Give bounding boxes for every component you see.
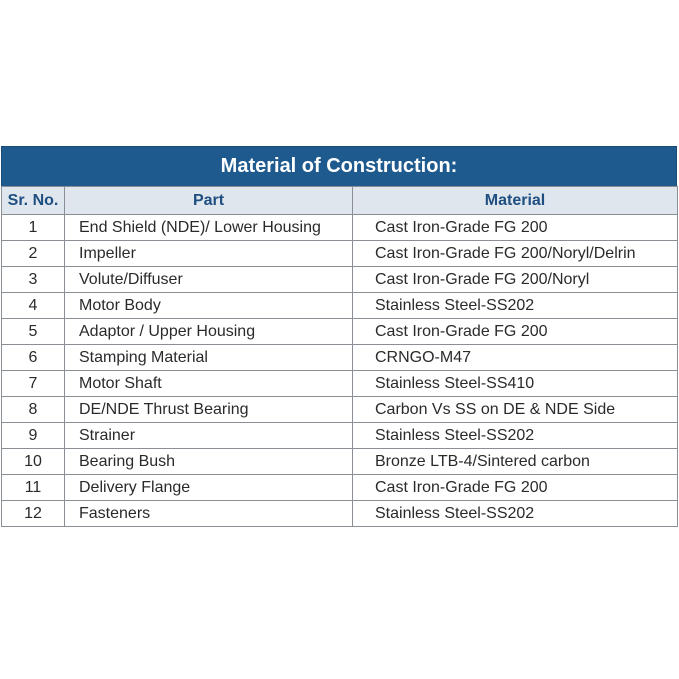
column-header-part: Part bbox=[65, 187, 353, 215]
table-row bbox=[2, 215, 678, 241]
material-cell: Cast Iron-Grade FG 200/Noryl bbox=[353, 267, 678, 293]
table-title: Material of Construction: bbox=[1, 146, 677, 186]
part-cell: Delivery Flange bbox=[65, 475, 353, 501]
part-cell: Adaptor / Upper Housing bbox=[65, 319, 353, 345]
material-cell: Stainless Steel-SS202 bbox=[353, 423, 678, 449]
part-cell: Motor Shaft bbox=[65, 371, 353, 397]
sr-no-cell: 5 bbox=[2, 319, 65, 345]
part-cell: Bearing Bush bbox=[65, 449, 353, 475]
sr-no-cell: 4 bbox=[2, 293, 65, 319]
sr-no-cell: 12 bbox=[2, 501, 65, 527]
table-row bbox=[2, 345, 678, 371]
table-row bbox=[2, 293, 678, 319]
part-cell: Stamping Material bbox=[65, 345, 353, 371]
table-row bbox=[2, 501, 678, 527]
part-cell: Fasteners bbox=[65, 501, 353, 527]
part-cell: Motor Body bbox=[65, 293, 353, 319]
table-row bbox=[2, 475, 678, 501]
sr-no-cell: 2 bbox=[2, 241, 65, 267]
header-row bbox=[2, 187, 678, 215]
table-row bbox=[2, 241, 678, 267]
material-cell: CRNGO-M47 bbox=[353, 345, 678, 371]
sr-no-cell: 3 bbox=[2, 267, 65, 293]
column-header-material: Material bbox=[353, 187, 678, 215]
sr-no-cell: 1 bbox=[2, 215, 65, 241]
part-cell: Volute/Diffuser bbox=[65, 267, 353, 293]
sr-no-cell: 11 bbox=[2, 475, 65, 501]
material-of-construction-panel bbox=[1, 146, 677, 527]
part-cell: DE/NDE Thrust Bearing bbox=[65, 397, 353, 423]
sr-no-cell: 7 bbox=[2, 371, 65, 397]
material-cell: Carbon Vs SS on DE & NDE Side bbox=[353, 397, 678, 423]
material-table bbox=[1, 186, 678, 527]
column-header-sr-no: Sr. No. bbox=[2, 187, 65, 215]
part-cell: Impeller bbox=[65, 241, 353, 267]
material-cell: Bronze LTB-4/Sintered carbon bbox=[353, 449, 678, 475]
material-cell: Cast Iron-Grade FG 200 bbox=[353, 475, 678, 501]
part-cell: End Shield (NDE)/ Lower Housing bbox=[65, 215, 353, 241]
material-cell: Cast Iron-Grade FG 200/Noryl/Delrin bbox=[353, 241, 678, 267]
part-cell: Strainer bbox=[65, 423, 353, 449]
sr-no-cell: 10 bbox=[2, 449, 65, 475]
table-row bbox=[2, 267, 678, 293]
table-row bbox=[2, 449, 678, 475]
table-row bbox=[2, 371, 678, 397]
table-row bbox=[2, 397, 678, 423]
table-row bbox=[2, 319, 678, 345]
material-cell: Cast Iron-Grade FG 200 bbox=[353, 215, 678, 241]
sr-no-cell: 9 bbox=[2, 423, 65, 449]
sr-no-cell: 8 bbox=[2, 397, 65, 423]
material-cell: Cast Iron-Grade FG 200 bbox=[353, 319, 678, 345]
table-row bbox=[2, 423, 678, 449]
material-cell: Stainless Steel-SS202 bbox=[353, 293, 678, 319]
material-cell: Stainless Steel-SS202 bbox=[353, 501, 678, 527]
material-cell: Stainless Steel-SS410 bbox=[353, 371, 678, 397]
sr-no-cell: 6 bbox=[2, 345, 65, 371]
